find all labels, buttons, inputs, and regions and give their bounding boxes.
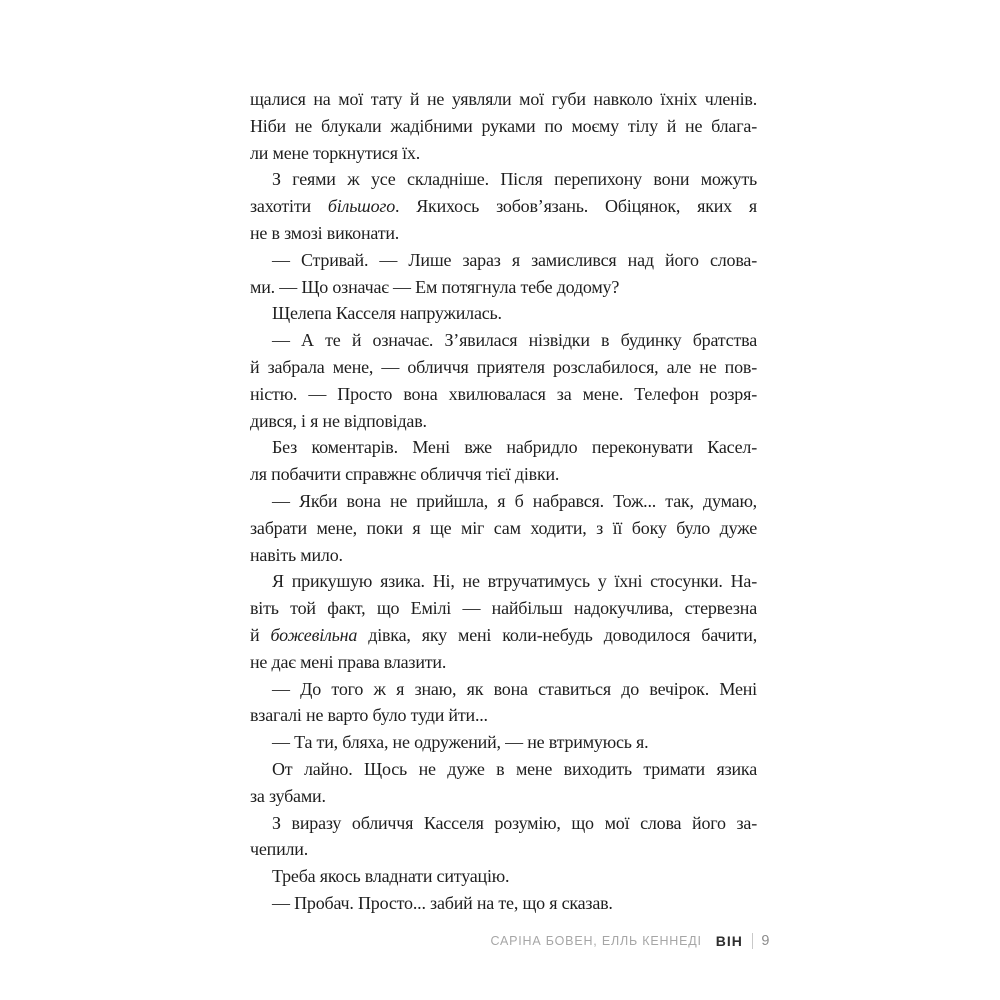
text-segment: . Якихось зобов’язань. Обіцянок, яких я — [395, 196, 757, 217]
text-line: дився, і я не відповідав. — [250, 410, 427, 431]
paragraph — [250, 729, 757, 756]
text-line: не дає мені права влазити. — [250, 651, 447, 672]
paragraph — [250, 247, 757, 301]
text-line: Щелепа Касселя напружилась. — [272, 303, 502, 324]
text-line: — Стривай. — Лише зараз я замислився над його слова- — [272, 249, 757, 270]
text-line: взагалі не варто було туди йти... — [250, 705, 488, 726]
text-line: навіть мило. — [250, 544, 343, 565]
text-line: щалися на мої тату й не уявляли мої губи навколо їхніх членів. — [250, 89, 757, 109]
text-line: От лайно. Щось не дуже в мене виходить тримати язика — [272, 758, 757, 779]
text-line: З геями ж усе складніше. Після перепихону вони можуть — [272, 169, 757, 190]
text-line: й забрала мене, — обличчя приятеля розслабилося, але не пов- — [250, 356, 757, 377]
italic-text-segment: більшого — [327, 196, 395, 217]
footer-page-number: 9 — [761, 933, 770, 949]
paragraph — [250, 890, 757, 917]
text-line: ля побачити справжнє обличчя тієї дівки. — [250, 464, 560, 485]
text-line: З виразу обличчя Касселя розумію, що мої слова його за- — [272, 812, 757, 833]
text-line: забрати мене, поки я ще міг сам ходити, з її боку було дуже — [250, 517, 757, 538]
text-line: — А те й означає. З’явилася нізвідки в будинку братства — [272, 330, 757, 351]
text-line: Без коментарів. Мені вже набридло переконувати Касел- — [272, 437, 757, 458]
italic-text-segment: божевільна — [270, 624, 358, 645]
text-line: — Пробач. Просто... забий на те, що я сказав. — [272, 892, 613, 913]
text-line: — До того ж я знаю, як вона ставиться до вечірок. Мені — [272, 678, 757, 699]
text-line: — Якби вона не прийшла, я б набрався. Тож... так, думаю, — [272, 490, 757, 511]
text-line: Треба якось владнати ситуацію. — [272, 866, 510, 887]
text-line: ністю. — Просто вона хвилювалася за мене. Телефон розря- — [250, 383, 757, 404]
text-line: чепили. — [250, 839, 309, 860]
text-line — [250, 622, 757, 649]
paragraph — [250, 86, 757, 166]
footer-divider — [752, 933, 754, 949]
paragraph — [250, 434, 757, 488]
paragraph — [250, 300, 757, 327]
paragraph — [250, 810, 757, 864]
text-line: за зубами. — [250, 785, 326, 806]
text-line: Ніби не блукали жадібними руками по моєму тілу й не блага- — [250, 115, 757, 136]
text-segment: й — [250, 624, 271, 645]
text-line — [250, 193, 757, 220]
text-line: — Та ти, бляха, не одружений, — не втримуюсь я. — [272, 732, 649, 753]
page-footer — [490, 932, 770, 950]
text-line: віть той факт, що Емілі — найбільш надокучлива, стервезна — [250, 598, 757, 619]
paragraph — [250, 676, 757, 730]
footer-authors: САРІНА БОВЕН, ЕЛЛЬ КЕННЕДІ — [490, 934, 702, 948]
page-text — [250, 86, 757, 917]
paragraph — [250, 166, 757, 246]
text-segment: захотіти — [250, 196, 328, 217]
paragraph — [250, 756, 757, 810]
text-line: ми. — Що означає — Ем потягнула тебе додому? — [250, 276, 620, 297]
text-line: Я прикушую язика. Ні, не втручатимусь у їхні стосунки. На- — [272, 571, 757, 592]
text-segment: дівка, яку мені коли-небудь доводилося бачити, — [357, 624, 757, 645]
text-line: не в змозі виконати. — [250, 222, 400, 243]
text-line: ли мене торкнутися їх. — [250, 142, 420, 163]
footer-book-title: ВІН — [715, 933, 743, 949]
paragraph — [250, 863, 757, 890]
paragraph — [250, 327, 757, 434]
paragraph — [250, 488, 757, 568]
paragraph — [250, 568, 757, 675]
